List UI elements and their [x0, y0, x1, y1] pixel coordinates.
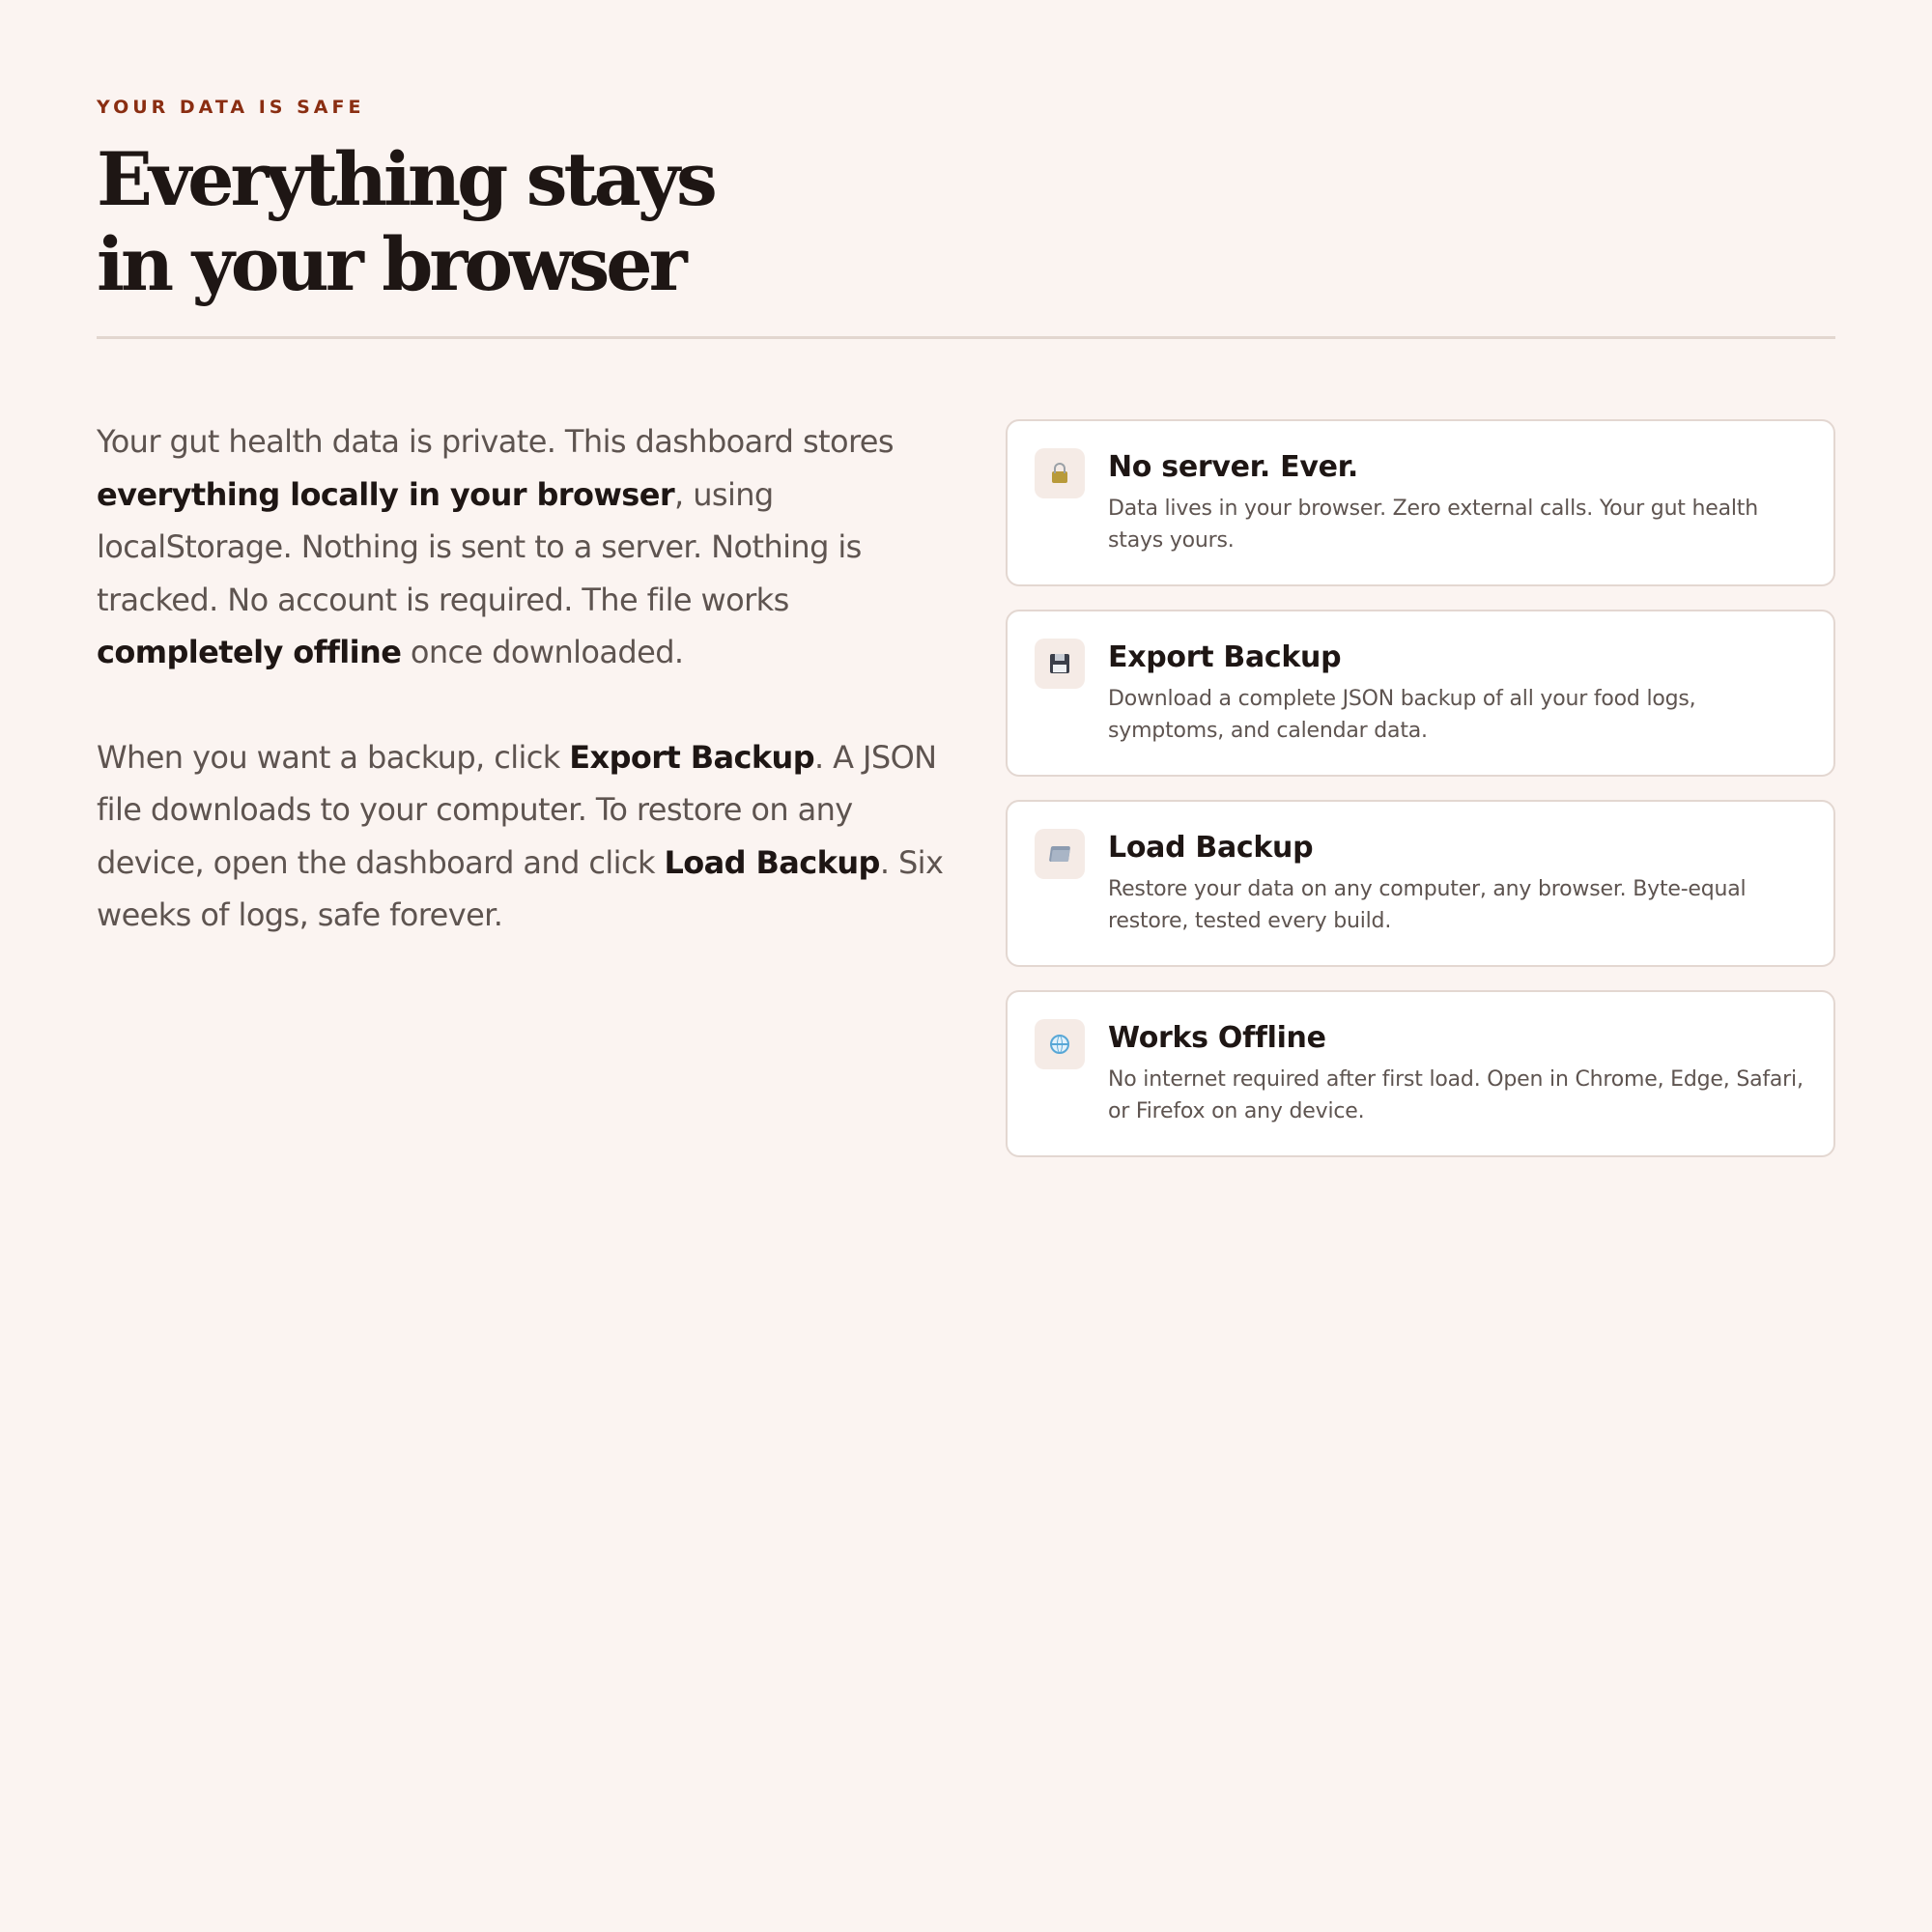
intro-text: [97, 415, 947, 994]
page-title-line-1: Everything stays: [97, 136, 714, 222]
intro-p1-text-3: once downloaded.: [401, 634, 684, 670]
section-divider: [97, 336, 1835, 339]
globe-icon: [1035, 1019, 1085, 1069]
intro-p2-text-2: . A JSON file downloads to your computer. To restore on any device, open the dashboard and click: [97, 738, 937, 881]
feature-card-description: Data lives in your browser. Zero external calls. Your gut health stays yours.: [1108, 497, 1758, 553]
feature-card-description: No internet required after first load. Open in Chrome, Edge, Safari, or Firefox on any device.: [1108, 1067, 1804, 1123]
intro-paragraph-2: [97, 731, 947, 942]
eyebrow-label: YOUR DATA IS SAFE: [97, 97, 365, 118]
feature-card-load-backup: [1006, 800, 1835, 967]
intro-p1-text-2: , using localStorage. Nothing is sent to a server. Nothing is tracked. No account is required. The file works: [97, 475, 862, 618]
feature-card-export-backup: [1006, 610, 1835, 777]
page-title: [97, 137, 966, 307]
folder-icon: [1035, 829, 1085, 879]
intro-p2-bold-1: Export Backup: [569, 738, 815, 776]
feature-cards: [1006, 419, 1835, 1180]
floppy-disk-icon: [1035, 639, 1085, 689]
feature-card-title: Works Offline: [1108, 1021, 1326, 1055]
lock-icon: [1035, 448, 1085, 498]
intro-p2-bold-2: Load Backup: [664, 843, 880, 881]
feature-card-description: Restore your data on any computer, any browser. Byte-equal restore, tested every build.: [1108, 877, 1747, 933]
feature-card-title: Export Backup: [1108, 640, 1342, 674]
feature-card-no-server: [1006, 419, 1835, 586]
privacy-section: [97, 97, 1835, 1123]
feature-card-title: No server. Ever.: [1108, 450, 1358, 484]
feature-card-description: Download a complete JSON backup of all your food logs, symptoms, and calendar data.: [1108, 687, 1696, 743]
intro-p1-text-1: Your gut health data is private. This dashboard stores: [97, 423, 894, 460]
page-title-line-2: in your browser: [97, 221, 684, 307]
feature-card-title: Load Backup: [1108, 831, 1314, 865]
intro-p1-bold-2: completely offline: [97, 634, 402, 670]
intro-p2-text-1: When you want a backup, click: [97, 738, 570, 776]
intro-p1-bold-1: everything locally in your browser: [97, 475, 675, 513]
intro-paragraph-1: [97, 415, 947, 679]
feature-card-works-offline: [1006, 990, 1835, 1157]
intro-p2-text-3: . Six weeks of logs, safe forever.: [97, 843, 944, 933]
